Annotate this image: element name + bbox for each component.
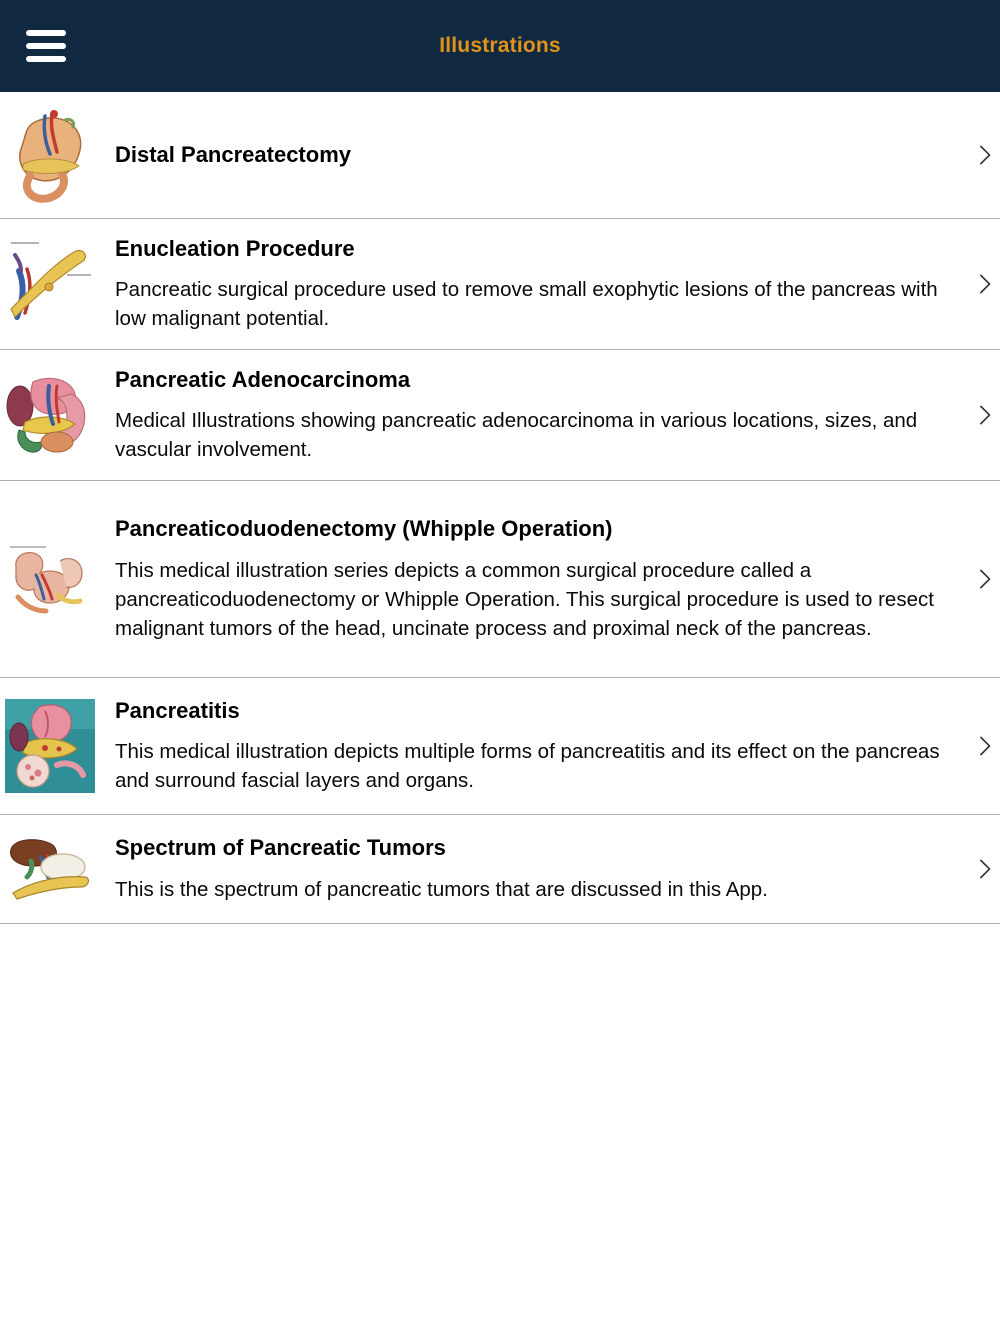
item-description: This is the spectrum of pancreatic tumors that are discussed in this App. <box>115 877 768 901</box>
chevron-right-icon <box>962 277 1000 291</box>
item-description: Medical Illustrations showing pancreatic adenocarcinoma in various locations, sizes, and vascular involvement. <box>115 409 918 462</box>
item-title: Spectrum of Pancreatic Tumors <box>115 835 446 861</box>
list-item[interactable] <box>0 219 1000 349</box>
pancreatitis-illustration <box>5 699 95 793</box>
chevron-right-icon <box>962 148 1000 162</box>
divider <box>0 923 1000 924</box>
item-title: Distal Pancreatectomy <box>115 142 351 168</box>
chevron-right-icon <box>962 408 1000 422</box>
item-description: This medical illustration depicts multiple forms of pancreatitis and its effect on the pancreas and surround fascial layers and organs. <box>115 740 940 793</box>
illustrations-list <box>0 92 1000 924</box>
item-title: Enucleation Procedure <box>115 235 355 261</box>
navigation-bar <box>0 0 1000 92</box>
page-title: Illustrations <box>439 34 561 57</box>
list-item[interactable] <box>0 350 1000 480</box>
item-title: Pancreaticoduodenectomy (Whipple Operation) <box>115 516 613 542</box>
item-description: Pancreatic surgical procedure used to remove small exophytic lesions of the pancreas with low malignant potential. <box>115 278 938 331</box>
enucleation-procedure-illustration <box>5 235 95 333</box>
chevron-right-icon <box>962 739 1000 753</box>
pancreatic-adenocarcinoma-illustration <box>5 372 95 458</box>
item-title: Pancreatic Adenocarcinoma <box>115 366 411 392</box>
distal-pancreatectomy-illustration <box>5 102 95 208</box>
chevron-right-icon <box>962 572 1000 586</box>
chevron-right-icon <box>962 862 1000 876</box>
list-item[interactable] <box>0 92 1000 218</box>
item-title: Pancreatitis <box>115 697 240 723</box>
whipple-operation-illustration <box>5 541 95 617</box>
spectrum-of-pancreatic-tumors-illustration <box>5 835 95 903</box>
list-item[interactable] <box>0 481 1000 677</box>
item-description: This medical illustration series depicts a common surgical procedure called a pancreaticoduodenectomy or Whipple Operation. This surgical procedure is used to resect malignant tumors of the head, uncinate process and proximal neck of the pancreas. <box>115 558 934 640</box>
list-item[interactable] <box>0 815 1000 923</box>
list-item[interactable] <box>0 678 1000 814</box>
